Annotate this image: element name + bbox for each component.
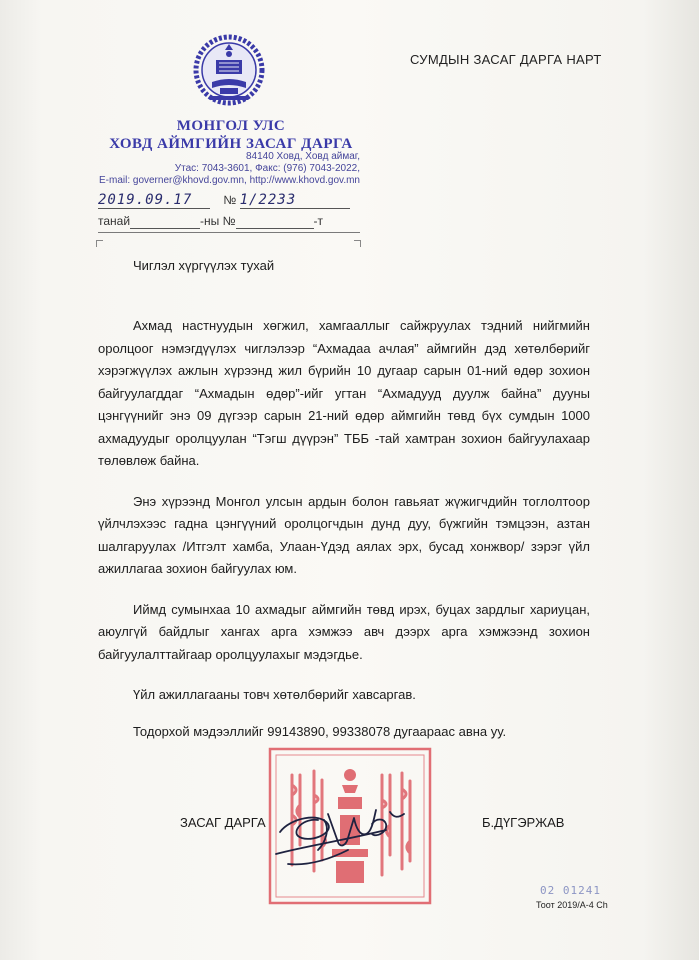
document-footer-code: Тоот 2019/А-4 Ch <box>536 900 608 910</box>
recipient-heading: СУМДЫН ЗАСАГ ДАРГА НАРТ <box>410 52 602 67</box>
contact-block <box>98 151 360 187</box>
address-text: 84140 Ховд, Ховд аймаг, <box>245 151 360 162</box>
phone-text: Утас: 7043-3601, Факс: (976) 7043-2022, <box>174 163 360 174</box>
handwritten-signature-icon <box>268 798 418 874</box>
reference-prefix: танай <box>98 214 131 228</box>
email-text: E-mail: governer@khovd.gov.mn, http://www.khovd.gov.mn <box>98 175 360 186</box>
reference-blank-date <box>130 214 200 229</box>
registration-stamp: 02 01241 <box>540 884 601 897</box>
reference-suffix: -т <box>313 214 324 228</box>
letter-body <box>98 315 590 743</box>
handwritten-date: 2019.09.17 <box>98 192 210 209</box>
corner-mark-left <box>96 240 103 247</box>
signatory-name: Б.ДҮГЭРЖАВ <box>482 815 565 830</box>
body-paragraph: Тодорхой мэдээллийг 99143890, 99338078 дугаараас авна уу. <box>133 723 507 739</box>
letterhead-rule <box>98 232 360 233</box>
reference-blank-number <box>236 214 314 229</box>
body-paragraph: Үйл ажиллагааны товч хөтөлбөрийг хавсаргав. <box>133 687 416 702</box>
reference-line <box>98 214 360 229</box>
signatory-title: ЗАСАГ ДАРГА <box>180 815 266 830</box>
date-number-line <box>98 192 360 209</box>
org-line-country: МОНГОЛ УЛС <box>176 118 286 134</box>
body-paragraph: Иймд сумынхаа 10 ахмадыг аймгийн төвд ирэх, буцах зардлыг хариуцан, аюулгүй байдлыг хангах арга хэмжээ авч дээрх арга хэмжээнд зохион байгуулалттайгаар оролцуулахыг мэдэгдье. <box>98 601 590 662</box>
number-label: № <box>223 193 237 207</box>
body-paragraph: Энэ хүрээнд Монгол улсын ардын болон гавьяат жүжигчдийн тоглолтоор үйлчлэхээс гадна цэнгүүний оролцогчдын дунд дуу, бүжгийн тэмцээн, азтан шалгаруулах /Итгэлт хамба, Улаан-Үдэд аялах эрх, бусад хонжвор/ зэрэг үйл ажиллагаа зохион байгуулах юм. <box>98 493 590 576</box>
letter-subject: Чиглэл хүргүүлэх тухай <box>133 258 275 273</box>
handwritten-number: 1/2233 <box>240 192 350 209</box>
reference-mid: -ны № <box>200 214 236 228</box>
org-name <box>98 117 364 153</box>
body-paragraph: Ахмад настнуудын хөгжил, хамгааллыг сайжруулах тэдний нийгмийн оролцоог нэмэгдүүлэх чиглэлээр “Ахмадаа ачлая” аймгийн дэд хөтөлбөрийг хэрэгжүүлэх ажлын хүрээнд жил бүрийн 10 дугаар сарын 01-ний өдөр зохион байгуулагддаг “Ахмадын өдөр”-ийг угтан “Ахмадууд дуулж байна” дууны цэнгүүнийг энэ 09 дүгээр сарын 21-ний өдөр аймгийн төвд бүх сумдын 1000 ахмадуудыг оролцуулан “Тэгш дүүрэн” ТББ -тай хамтран зохион байгуулахаар төлөвлөж байна. <box>98 318 590 468</box>
state-emblem-icon <box>192 30 266 110</box>
org-line-office: ХОВД АЙМГИЙН ЗАСАГ ДАРГА <box>109 136 353 152</box>
corner-mark-right <box>354 240 361 247</box>
